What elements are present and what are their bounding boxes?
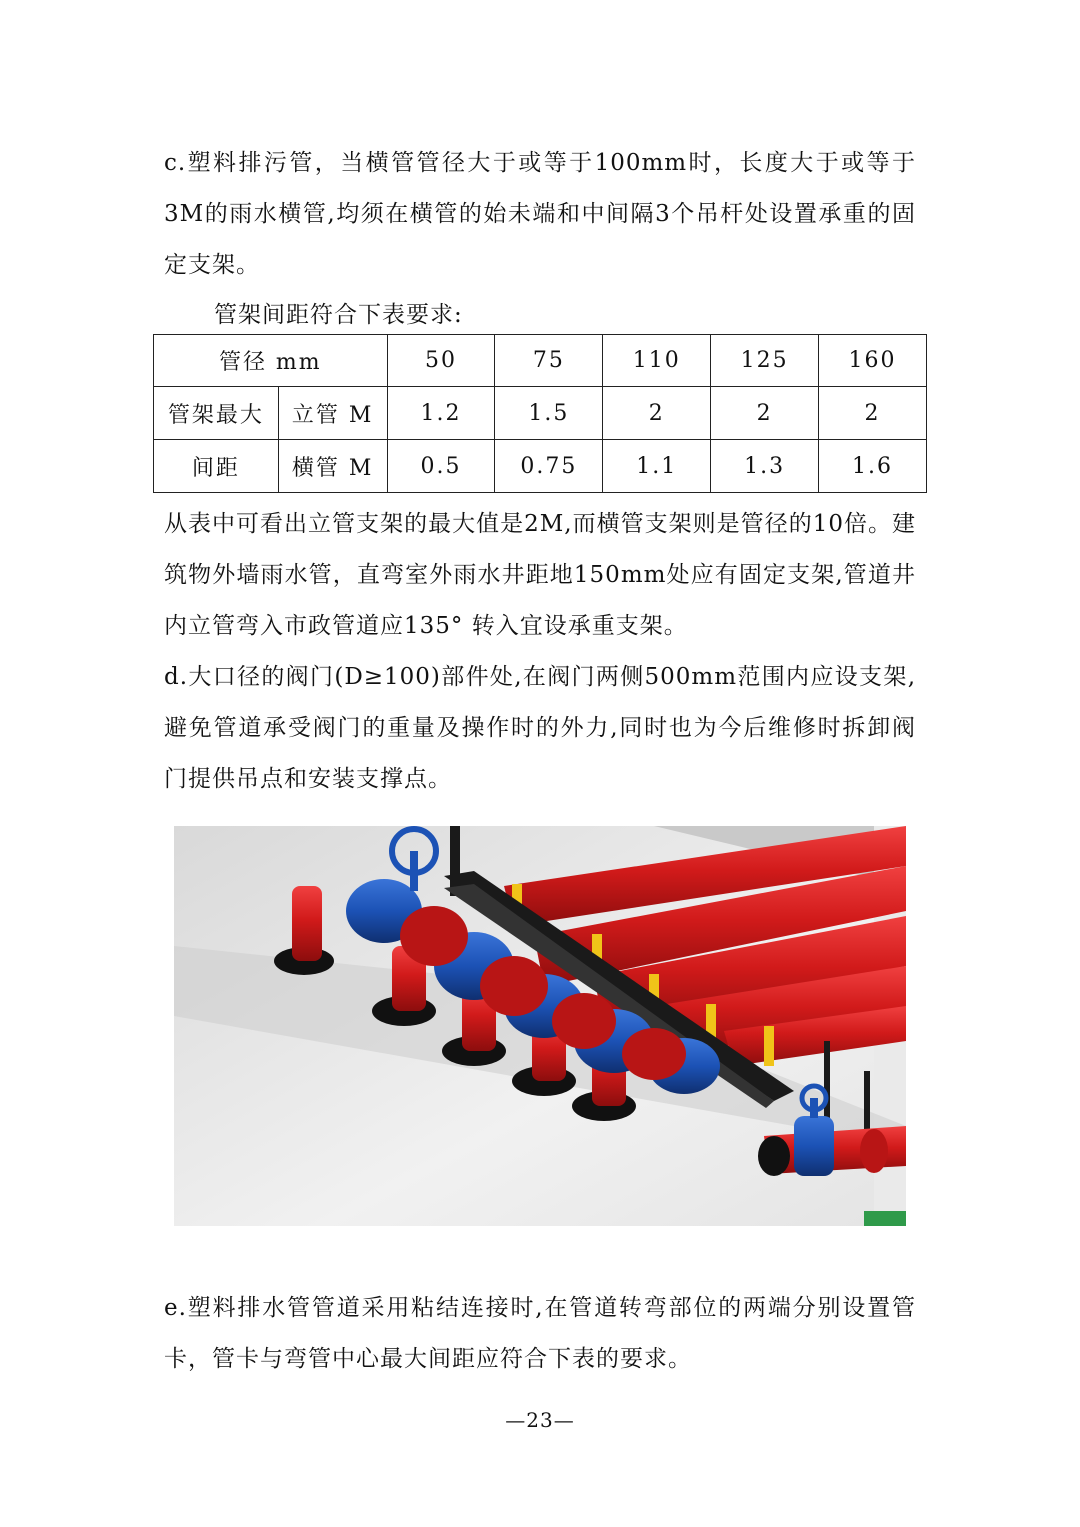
green-ceiling-edge	[864, 1211, 906, 1226]
vertical-value-cell: 1.2	[387, 387, 495, 440]
horizontal-value-cell: 0.75	[495, 440, 603, 493]
page-number: —23—	[505, 1408, 575, 1432]
horizontal-value-cell: 0.5	[387, 440, 495, 493]
section-c-paragraph: c.塑料排污管，当横管管径大于或等于100mm时，长度大于或等于3M的雨水横管,均须在横管的始未端和中间隔3个吊杆处设置承重的固定支架。	[164, 150, 916, 278]
pipe-support-spacing-table	[153, 334, 927, 493]
diameter-cell: 160	[819, 335, 927, 387]
row-group-label-top: 管架最大	[154, 387, 279, 440]
diameter-cell: 125	[711, 335, 819, 387]
row-group-label-bottom: 间距	[154, 440, 279, 493]
table-note-paragraph: 从表中可看出立管支架的最大值是2M,而横管支架则是管径的10倍。建筑物外墙雨水管，直弯室外雨水井距地150mm处应有固定支架,管道井内立管弯入市政管道应135° 转入宜设承重支架。	[164, 511, 916, 639]
diameter-cell: 75	[495, 335, 603, 387]
horizontal-value-cell: 1.6	[819, 440, 927, 493]
vertical-value-cell: 2	[819, 387, 927, 440]
horizontal-pipe-row	[154, 440, 927, 493]
vertical-value-cell: 2	[711, 387, 819, 440]
vertical-pipe-row	[154, 387, 927, 440]
header-label-cell: 管径 mm	[154, 335, 388, 387]
section-d-paragraph: d.大口径的阀门(D≥100)部件处,在阀门两侧500mm范围内应设支架,避免管道承受阀门的重量及操作时的外力,同时也为今后维修时拆卸阀门提供吊点和安装支撑点。	[164, 664, 916, 792]
vertical-value-cell: 1.5	[495, 387, 603, 440]
diameter-cell: 50	[387, 335, 495, 387]
section-e-paragraph: e.塑料排水管管道采用粘结连接时,在管道转弯部位的两端分别设置管卡，管卡与弯管中心最大间距应符合下表的要求。	[164, 1295, 916, 1372]
pipe-valve-photo	[174, 826, 906, 1226]
horizontal-label-cell: 横管 M	[278, 440, 387, 493]
table-header-row	[154, 335, 927, 387]
diameter-cell: 110	[603, 335, 711, 387]
vertical-value-cell: 2	[603, 387, 711, 440]
horizontal-value-cell: 1.3	[711, 440, 819, 493]
horizontal-value-cell: 1.1	[603, 440, 711, 493]
vertical-label-cell: 立管 M	[278, 387, 387, 440]
table-caption: 管架间距符合下表要求:	[214, 302, 463, 328]
